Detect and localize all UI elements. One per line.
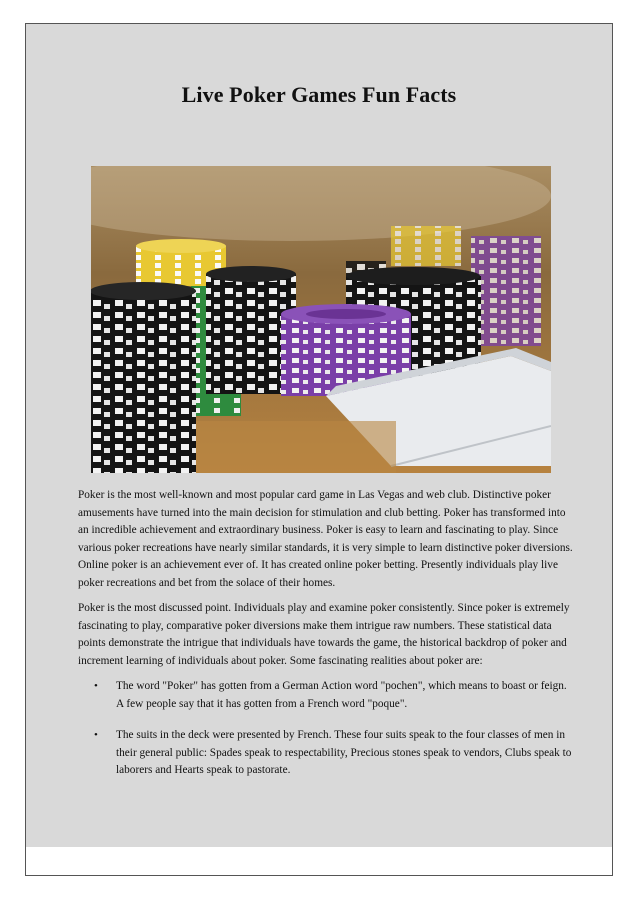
facts-list xyxy=(78,678,573,780)
list-item-text: The word "Poker" has gotten from a German Action word "pochen", which means to boast or feign. A few people say that it has gotten from a French word "poque". xyxy=(116,680,567,710)
poker-chips-photo xyxy=(91,166,551,473)
document-page xyxy=(25,23,613,876)
list-item xyxy=(78,678,573,713)
poker-chips-illustration xyxy=(91,166,551,473)
list-item-text: The suits in the deck were presented by French. These four suits speak to the four classes of men in their general public: Spades speak to respectability, Precious stones speak to vendors, Clubs speak to laborers and Hearts speak to pastorate. xyxy=(116,729,572,776)
document-title: Live Poker Games Fun Facts xyxy=(181,82,457,107)
list-item xyxy=(78,727,573,780)
bullet-icon: • xyxy=(94,680,98,692)
paragraph-intro: Poker is the most well-known and most popular card game in Las Vegas and web club. Distinctive poker amusements have turned into the main decision for stimulation and club betting. Poker has transformed into an incredible achievement and extraordinary business. Poker is easy to learn and fascinating to play. Since various poker recreations have nearly similar standards, it is very simple to learn distinctive poker diversions. Online poker is an achievement ever of. It has created online poker betting. Presently individuals play live poker recreations and bet from the solace of their homes. xyxy=(78,489,573,589)
paragraph-facts-intro: Poker is the most discussed point. Individuals play and examine poker consistently. Since poker is extremely fascinating to play, comparative poker diversions make them intrigue raw numbers. These statistical data points demonstrate the intrigue that individuals have towards the game, the historical backdrop of poker and increment learning of individuals about poker. Some fascinating realities about poker are: xyxy=(78,602,570,667)
page-footer-strip xyxy=(26,847,612,875)
bullet-icon: • xyxy=(94,729,98,741)
document-body xyxy=(78,487,573,794)
